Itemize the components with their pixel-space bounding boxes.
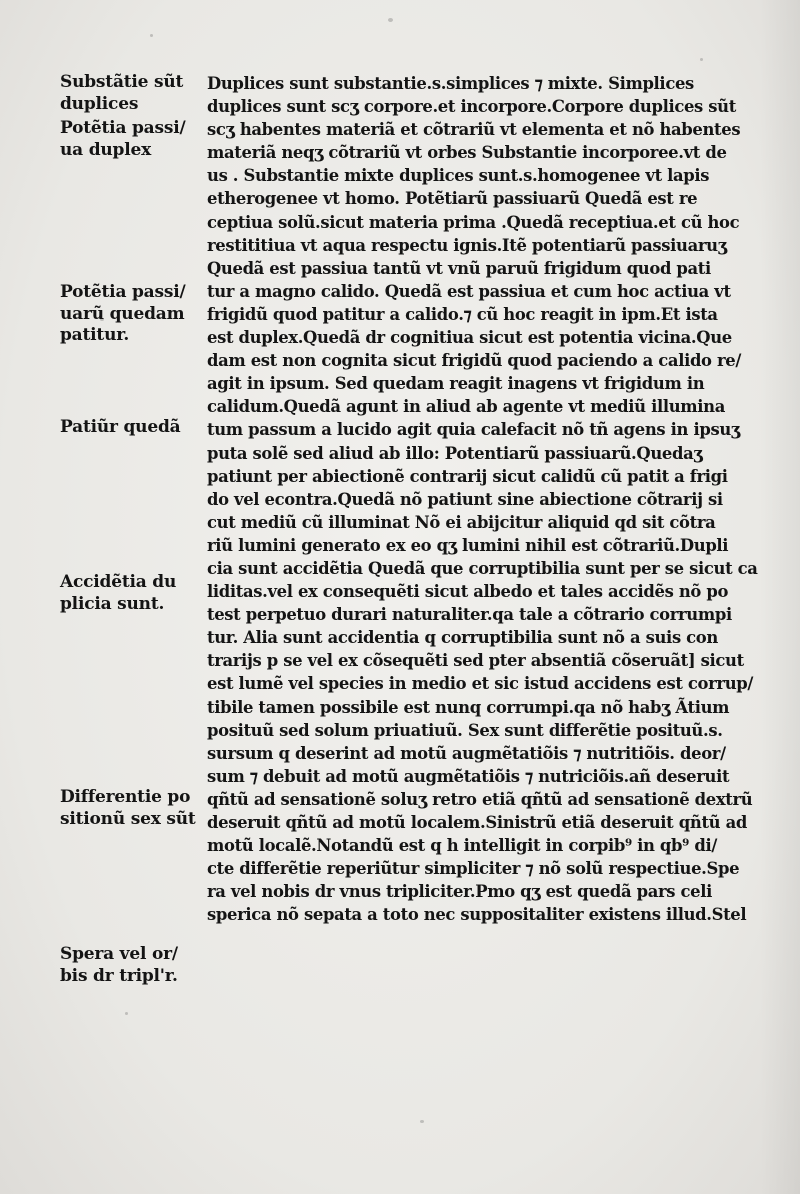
- text-line: est duplex.Quedã dr cognitiua sicut est potentia vicina.Que: [207, 328, 732, 348]
- text-line: duplices sunt scʒ corpore.et incorpore.Corpore duplices sũt: [207, 97, 736, 117]
- margin-note-line: Potẽtia passi/: [60, 282, 186, 302]
- text-line: tur a magno calido. Quedã est passiua et cum hoc actiua vt: [207, 281, 731, 301]
- print-speck: [700, 58, 703, 61]
- text-line: deseruit qñtũ ad motũ localem.Sinistrũ etiã deseruit qñtũ ad: [207, 813, 747, 832]
- text-line: Quedã est passiua tantũ vt vnũ paruũ frigidum quod pati: [207, 258, 711, 278]
- margin-note-line: bis dr tripl'r.: [60, 965, 178, 986]
- text-line: sperica nõ sepata a toto nec suppositaliter existens illud.Stel: [207, 905, 747, 925]
- margin-note-potentia-passiua: [60, 118, 186, 161]
- text-line: riũ lumini generato ex eo qʒ lumini nihil est cõtrariũ.Dupli: [207, 535, 729, 555]
- text-line: tur. Alia sunt accidentia q corruptibilia sunt nõ a suis con: [207, 628, 718, 648]
- text-line: trarijs p se vel ex cõsequẽti sed pter absentiã cõseruãt] sicut: [207, 651, 744, 671]
- print-speck: [420, 1120, 424, 1123]
- margin-note-line: Spera vel or/: [60, 944, 178, 964]
- text-line: calidum.Quedã agunt in aliud ab agente vt mediũ illumina: [207, 397, 725, 417]
- text-line: sum ⁊ debuit ad motũ augmẽtatiõis ⁊ nutriciõis.añ deseruit: [207, 766, 730, 786]
- text-line: Duplices sunt substantie.s.simplices ⁊ mixte. Simplices: [207, 74, 694, 93]
- text-line: restititiua vt aqua respectu ignis.Itẽ potentiarũ passiuaruʒ: [207, 235, 727, 255]
- margin-note-line: Differentie po: [60, 787, 191, 807]
- text-line: scʒ habentes materiã et cõtrariũ vt elementa et nõ habentes: [207, 120, 741, 140]
- margin-note-line: duplices: [60, 93, 139, 114]
- text-line: puta solẽ sed aliud ab illo: Potentiarũ passiuarũ.Quedaʒ: [207, 443, 703, 463]
- text-line: posituũ sed solum priuatiuũ. Sex sunt differẽtie posituũ.s.: [207, 720, 723, 740]
- text-line: est lumẽ vel species in medio et sic istud accidens est corrup/: [207, 674, 754, 694]
- text-line: agit in ipsum. Sed quedam reagit inagens vt frigidum in: [207, 374, 705, 394]
- margin-note-line: patitur.: [60, 325, 130, 346]
- print-speck: [150, 34, 153, 37]
- text-line: do vel econtra.Quedã nõ patiunt sine abiectione cõtrarij si: [207, 489, 723, 509]
- margin-note-line: Substãtie sũt: [60, 72, 184, 92]
- margin-note-differentie: [60, 787, 196, 830]
- margin-note-line: sitionũ sex sũt: [60, 808, 196, 829]
- margin-note-potentia-passiuarum: [60, 282, 186, 347]
- text-line: ra vel nobis dr vnus tripliciter.Pmo qʒ est quedã pars celi: [207, 882, 712, 902]
- margin-note-line: plicia sunt.: [60, 593, 165, 614]
- text-line: cia sunt accidẽtia Quedã que corruptibilia sunt per se sicut ca: [207, 558, 758, 578]
- text-line: liditas.vel ex consequẽti sicut albedo et tales accidẽs nõ po: [207, 582, 729, 602]
- text-line: cte differẽtie reperiũtur simpliciter ⁊ nõ solũ respectiue.Spe: [207, 859, 740, 879]
- text-line: etherogenee vt homo. Potẽtiarũ passiuarũ Quedã est re: [207, 189, 698, 209]
- text-line: us . Substantie mixte duplices sunt.s.homogenee vt lapis: [207, 166, 710, 186]
- margin-note-line: Accidẽtia du: [60, 572, 177, 592]
- text-line: tibile tamen possibile est nunq corrumpi.qa nõ habʒ Ãtium: [207, 697, 730, 717]
- text-line: cut mediũ cũ illuminat Nõ ei abijcitur aliquid qd sit cõtra: [207, 512, 716, 532]
- print-speck: [125, 1012, 128, 1015]
- text-line: motũ localẽ.Notandũ est q h intelligit in corpib⁹ in qb⁹ di/: [207, 836, 717, 856]
- text-line: materiã neqʒ cõtrariũ vt orbes Substantie incorporee.vt de: [207, 143, 727, 163]
- text-line: patiunt per abiectionẽ contrarij sicut calidũ cũ patit a frigi: [207, 466, 728, 486]
- margin-note-substantie: [60, 72, 183, 115]
- text-line: tum passum a lucido agit quia calefacit nõ tñ agens in ipsuʒ: [207, 420, 740, 440]
- text-line: frigidũ quod patitur a calido.⁊ cũ hoc reagit in ipm.Et ista: [207, 304, 718, 324]
- print-speck: [388, 18, 393, 22]
- margin-note-line: Patiũr quedã: [60, 417, 181, 437]
- margin-note-line: uarũ quedam: [60, 303, 185, 324]
- text-line: dam est non cognita sicut frigidũ quod paciendo a calido re/: [207, 351, 742, 371]
- margin-note-patiuntur: [60, 417, 180, 439]
- margin-note-accidentia: [60, 572, 176, 615]
- text-line: test perpetuo durari naturaliter.qa tale a cõtrario corrumpi: [207, 605, 732, 625]
- text-line: ceptiua solũ.sicut materia prima .Quedã receptiua.et cũ hoc: [207, 212, 740, 232]
- text-line: qñtũ ad sensationẽ soluʒ retro etiã qñtũ ad sensationẽ dextrũ: [207, 789, 753, 809]
- margin-note-line: Potẽtia passi/: [60, 118, 186, 138]
- margin-note-spera: [60, 944, 178, 987]
- main-text-column: [207, 72, 775, 926]
- margin-note-line: ua duplex: [60, 139, 152, 160]
- text-line: sursum q deserint ad motũ augmẽtatiõis ⁊ nutritiõis. deor/: [207, 743, 726, 763]
